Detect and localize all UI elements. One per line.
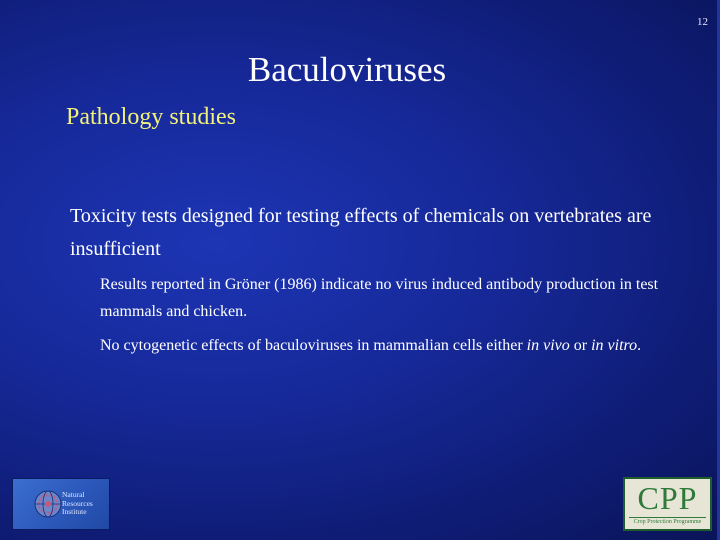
slide-title: Baculoviruses bbox=[247, 50, 447, 89]
sub-bullet-1: Results reported in Gröner (1986) indicate no virus induced antibody production in test mammals and chicken. bbox=[100, 276, 659, 320]
page-number: 12 bbox=[697, 16, 708, 28]
slide-subtitle: Pathology studies bbox=[66, 104, 237, 130]
nri-line-2: Resources bbox=[62, 498, 93, 508]
sub-bullet-2 bbox=[100, 332, 660, 359]
nri-logo bbox=[12, 478, 110, 530]
or-text: or bbox=[573, 337, 588, 354]
sub-bullet-2-text: No cytogenetic effects of baculoviruses in mammalian cells either bbox=[100, 337, 523, 354]
cpp-subtitle: Crop Protection Programme bbox=[633, 519, 702, 525]
cpp-letters: CPP bbox=[637, 480, 698, 516]
nri-line-1: Natural bbox=[62, 490, 85, 499]
cpp-divider bbox=[629, 517, 706, 518]
globe-icon bbox=[33, 489, 63, 519]
nri-line-3: Institute bbox=[62, 507, 87, 516]
nri-text bbox=[62, 491, 93, 517]
in-vitro-text: in vitro bbox=[591, 337, 638, 354]
main-bullet: Toxicity tests designed for testing effects of chemicals on vertebrates are insufficient bbox=[70, 205, 652, 260]
cpp-logo bbox=[623, 477, 712, 531]
in-vivo-text: in vivo bbox=[526, 337, 570, 354]
period-text: . bbox=[637, 337, 642, 354]
